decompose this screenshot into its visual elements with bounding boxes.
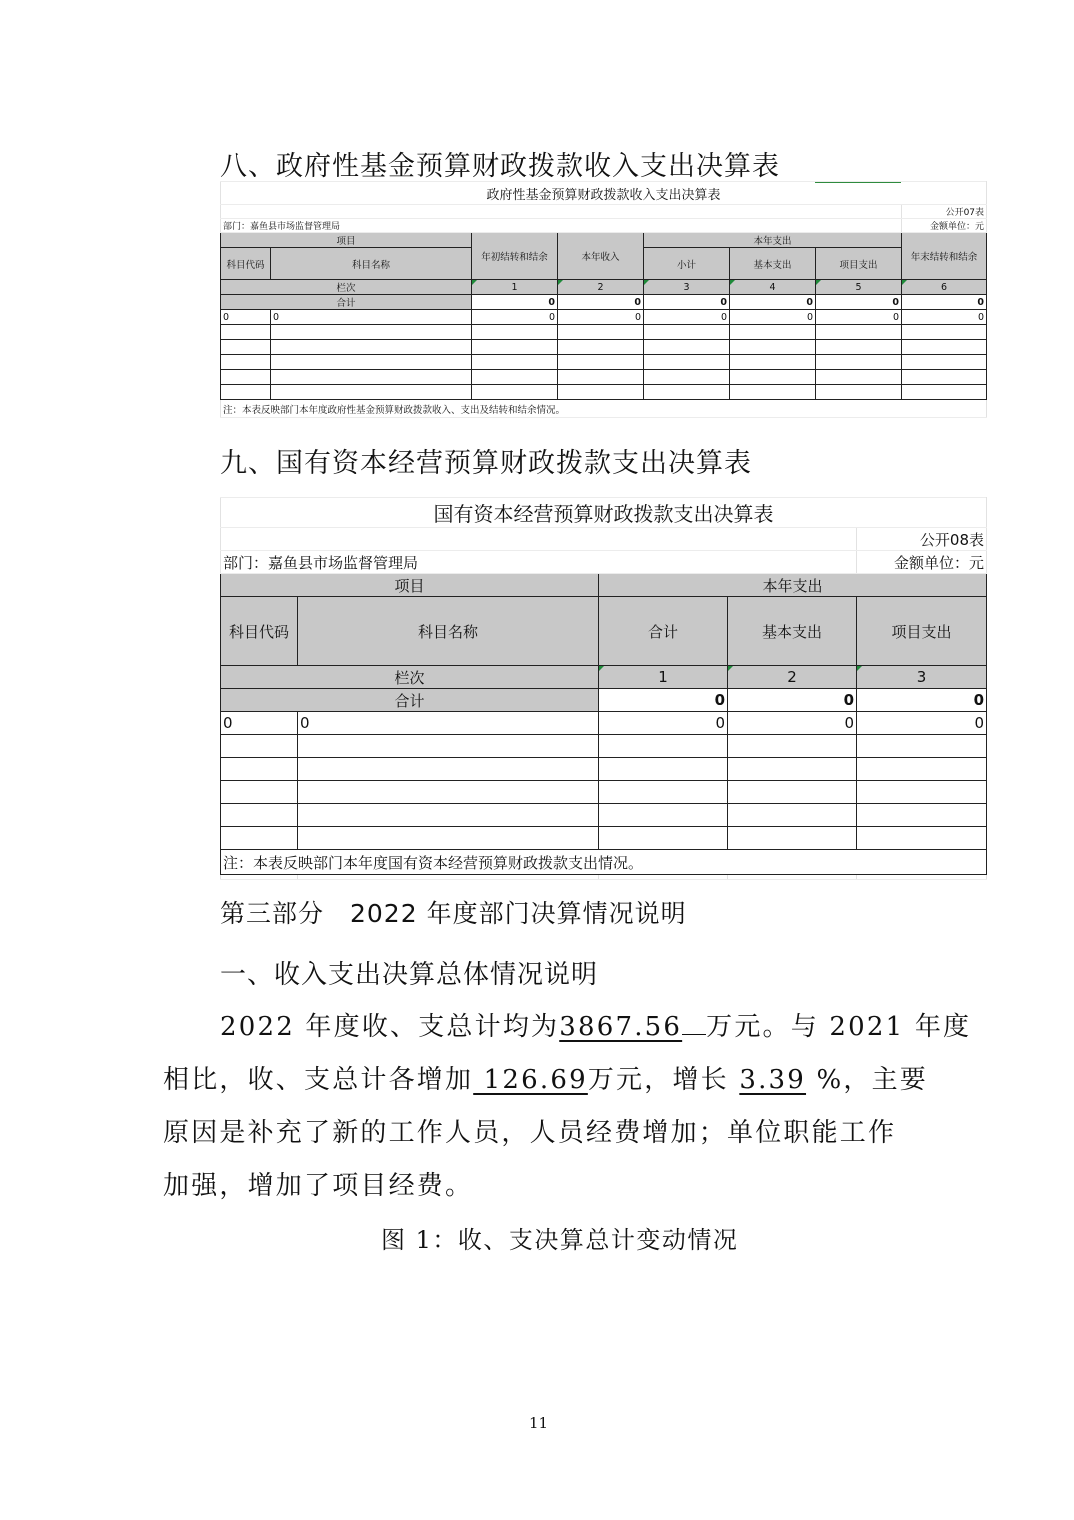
government-fund-table <box>220 181 987 418</box>
section1-heading: 一、收入支出决算总体情况说明 <box>220 960 599 990</box>
seq-cell: 1 <box>472 280 558 295</box>
seq-cell: 6 <box>902 280 987 295</box>
header-item: 项目 <box>221 574 599 597</box>
figure-caption: 图 1：收、支决算总计变动情况 <box>381 1226 739 1254</box>
table-note: 注：本表反映部门本年度国有资本经营预算财政拨款支出情况。 <box>221 850 987 875</box>
increase-value: 126.69 <box>473 1065 588 1095</box>
total-cell: 0 <box>558 295 644 310</box>
value-cell: 0 <box>857 712 987 735</box>
para-text: 万元，增长 <box>587 1065 729 1095</box>
total-cell: 0 <box>857 689 987 712</box>
para-text: 2022 年度收、支总计均为 <box>220 1012 560 1042</box>
para-line-2 <box>163 1059 928 1096</box>
total-cell: 0 <box>902 295 987 310</box>
value-cell: 0 <box>472 310 558 325</box>
total-cell: 0 <box>728 689 857 712</box>
seq-cell: 4 <box>730 280 816 295</box>
para-text: 相比，收、支总计各增加 <box>163 1065 474 1095</box>
value-cell: 0 <box>728 712 857 735</box>
table-row <box>221 370 987 385</box>
value-cell: 0 <box>902 310 987 325</box>
header-name: 科目名称 <box>298 597 599 666</box>
table-title: 国有资本经营预算财政拨款支出决算表 <box>221 498 987 528</box>
para-text: 万元。与 2021 年度 <box>706 1012 972 1042</box>
header-begin-balance: 年初结转和结余 <box>472 233 558 280</box>
row-total-label: 合计 <box>221 295 472 310</box>
header-basic: 基本支出 <box>728 597 857 666</box>
value-cell: 0 <box>730 310 816 325</box>
seq-cell: 1 <box>599 666 728 689</box>
table-row <box>221 355 987 370</box>
value-cell: 0 <box>816 310 902 325</box>
table-row <box>221 325 987 340</box>
total-cell: 0 <box>730 295 816 310</box>
table-row <box>221 804 987 827</box>
heading-table8: 八、政府性基金预算财政拨款收入支出决算表 <box>220 151 780 182</box>
department-label: 部门：嘉鱼县市场监督管理局 <box>221 219 902 233</box>
total-cell: 0 <box>644 295 730 310</box>
name-cell: 0 <box>298 712 599 735</box>
row-seq-label: 栏次 <box>221 280 472 295</box>
unit-label: 金额单位：元 <box>902 219 987 233</box>
total-cell: 0 <box>816 295 902 310</box>
part3-heading: 第三部分 2022 年度部门决算情况说明 <box>220 899 687 928</box>
header-code: 科目代码 <box>221 597 298 666</box>
header-subtotal: 小计 <box>644 248 730 280</box>
form-number: 公开08表 <box>857 528 987 551</box>
table-row <box>221 712 987 735</box>
name-cell: 0 <box>271 310 472 325</box>
header-code: 科目代码 <box>221 248 271 280</box>
para-line-4: 加强，增加了项目经费。 <box>163 1171 474 1201</box>
para-line-3: 原因是补充了新的工作人员，人员经费增加；单位职能工作 <box>163 1118 897 1148</box>
seq-cell: 2 <box>728 666 857 689</box>
row-seq-label: 栏次 <box>221 666 599 689</box>
department-label: 部门：嘉鱼县市场监督管理局 <box>221 551 857 574</box>
page-number: 11 <box>529 1414 549 1432</box>
table-title: 政府性基金预算财政拨款收入支出决算表 <box>221 182 987 205</box>
value-cell: 0 <box>644 310 730 325</box>
table-row <box>221 735 987 758</box>
header-income: 本年收入 <box>558 233 644 280</box>
header-item: 项目 <box>221 233 472 248</box>
seq-cell: 5 <box>816 280 902 295</box>
total-cell: 0 <box>472 295 558 310</box>
header-name: 科目名称 <box>271 248 472 280</box>
table-row <box>221 781 987 804</box>
table-row <box>221 340 987 355</box>
value-cell: 0 <box>558 310 644 325</box>
table-row <box>221 385 987 400</box>
seq-cell: 3 <box>644 280 730 295</box>
header-project: 项目支出 <box>816 248 902 280</box>
header-end-balance: 年末结转和结余 <box>902 233 987 280</box>
header-total: 合计 <box>599 597 728 666</box>
header-year-expense: 本年支出 <box>644 233 902 248</box>
table-row <box>221 758 987 781</box>
heading-table9: 九、国有资本经营预算财政拨款支出决算表 <box>220 448 752 479</box>
para-text: %，主要 <box>816 1065 929 1095</box>
state-capital-table <box>220 497 987 880</box>
total-value: 3867.56 <box>559 1012 683 1042</box>
seq-cell: 2 <box>558 280 644 295</box>
table-note: 注：本表反映部门本年度政府性基金预算财政拨款收入、支出及结转和结余情况。 <box>221 400 987 418</box>
para-line-1 <box>220 1006 971 1043</box>
code-cell: 0 <box>221 712 298 735</box>
value-cell: 0 <box>599 712 728 735</box>
header-year-expense: 本年支出 <box>599 574 987 597</box>
code-cell: 0 <box>221 310 271 325</box>
unit-label: 金额单位：元 <box>857 551 987 574</box>
seq-cell: 3 <box>857 666 987 689</box>
table-row <box>221 310 987 325</box>
form-number: 公开07表 <box>902 205 987 219</box>
percent-value: 3.39 <box>739 1065 807 1095</box>
table-row <box>221 827 987 850</box>
total-cell: 0 <box>599 689 728 712</box>
header-basic: 基本支出 <box>730 248 816 280</box>
header-project: 项目支出 <box>857 597 987 666</box>
row-total-label: 合计 <box>221 689 599 712</box>
